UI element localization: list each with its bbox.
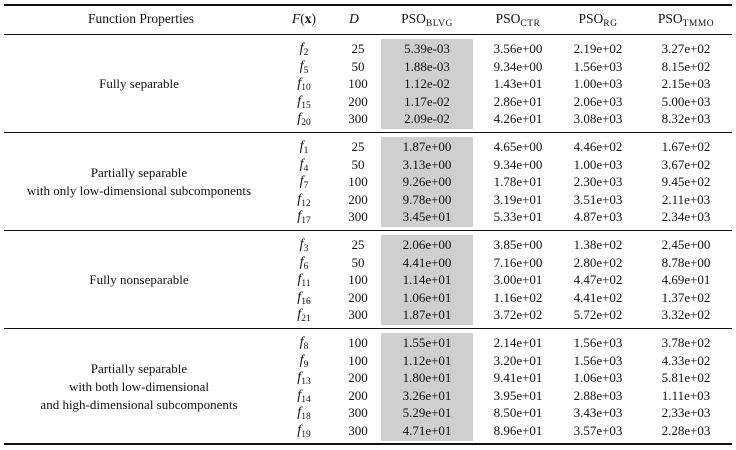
pso-blvg-cell: 1.87e+00 [402, 139, 452, 154]
group-separator-rule [4, 230, 732, 231]
function-index: 7 [303, 181, 309, 192]
function-index: 4 [303, 163, 309, 174]
header-function: F(x) [292, 11, 316, 26]
pso-rg-cell: 3.51e+03 [573, 191, 623, 207]
pso-tmmo-cell: 3.27e+02 [661, 41, 711, 56]
pso-ctr-cell: 1.78e+01 [493, 174, 543, 190]
pso-tmmo-cell: 8.78e+00 [661, 254, 711, 270]
pso-blvg-cell: 1.12e-02 [404, 76, 450, 92]
row-group [4, 40, 732, 128]
dimension-cell: 200 [348, 191, 368, 207]
pso-blvg-cell: 1.12e+01 [402, 352, 452, 368]
function-index: 1 [303, 146, 309, 156]
header-rule [4, 34, 732, 35]
row-group [4, 334, 732, 440]
table-row [4, 404, 732, 422]
function-cell [284, 208, 324, 231]
pso-tmmo-cell: 8.15e+02 [661, 58, 711, 74]
pso-blvg-cell: 3.13e+00 [402, 156, 452, 172]
function-property-line: Fully nonseparable [89, 272, 189, 287]
top-rule [4, 4, 732, 6]
pso-ctr-cell: 8.96e+01 [493, 423, 543, 438]
pso-rg-cell: 2.88e+03 [573, 387, 623, 403]
pso-blvg-cell: 1.88e-03 [404, 58, 450, 74]
pso-ctr-cell: 3.56e+00 [493, 41, 543, 56]
dimension-cell: 100 [348, 174, 368, 190]
table-row [4, 289, 732, 307]
pso-blvg-cell: 5.29e+01 [402, 405, 452, 421]
pso-rg-cell: 2.30e+03 [573, 174, 623, 190]
function-symbol: f [297, 93, 302, 109]
dimension-cell: 50 [351, 58, 365, 74]
function-property-line: with both low-dimensional [68, 378, 210, 394]
function-symbol: f [297, 423, 302, 438]
pso-rg-cell: 2.80e+02 [573, 254, 623, 270]
table-row [4, 254, 732, 272]
row-group [4, 236, 732, 324]
group-separator-rule [4, 328, 732, 329]
table-row [4, 271, 732, 289]
function-index: 9 [303, 359, 309, 370]
dimension-cell: 100 [348, 76, 368, 92]
pso-ctr-cell: 5.33e+01 [493, 209, 543, 225]
pso-ctr-cell: 3.72e+02 [493, 307, 543, 323]
pso-tmmo-cell: 1.67e+02 [661, 139, 711, 154]
function-index: 8 [303, 342, 309, 352]
function-index: 12 [301, 198, 311, 209]
dimension-cell: 300 [348, 405, 368, 421]
function-symbol: f [297, 76, 302, 92]
table-row [4, 422, 732, 440]
pso-ctr-cell: 4.26e+01 [493, 111, 543, 127]
pso-blvg-cell: 2.09e-02 [404, 111, 450, 127]
pso-rg-cell: 4.46e+02 [573, 139, 623, 154]
function-symbol: f [297, 387, 302, 403]
pso-rg-cell: 5.72e+02 [573, 307, 623, 323]
table-row [4, 138, 732, 156]
function-index: 10 [301, 83, 311, 94]
function-symbol: f [299, 254, 304, 270]
function-property-line: Partially separable [90, 165, 188, 180]
pso-rg-cell: 1.00e+03 [573, 156, 623, 172]
pso-rg-cell: 4.41e+02 [573, 289, 623, 305]
table-row [4, 334, 732, 352]
function-symbol: f [297, 111, 302, 127]
function-symbol: f [297, 405, 302, 421]
pso-tmmo-cell: 2.11e+03 [661, 191, 711, 207]
header-pso-tmmo: $PSO_{TMMO}$ [657, 11, 715, 29]
pso-ctr-cell: 8.50e+01 [493, 405, 543, 421]
function-index: 5 [303, 65, 309, 76]
pso-rg-cell: 4.47e+02 [573, 272, 623, 288]
function-symbol: f [299, 156, 304, 172]
pso-rg-cell: 3.43e+03 [573, 405, 623, 421]
function-index: 17 [301, 216, 311, 227]
function-property-line: with only low-dimensional subcomponents [26, 183, 252, 198]
table-row [4, 236, 732, 254]
pso-blvg-cell: 3.26e+01 [402, 387, 452, 403]
function-symbol: f [299, 335, 304, 350]
dimension-cell: 50 [351, 254, 365, 270]
dimension-cell: 100 [348, 335, 368, 350]
pso-tmmo-cell: 2.34e+03 [661, 209, 711, 225]
row-group [4, 138, 732, 226]
function-symbol: f [297, 191, 302, 207]
pso-rg-cell: 4.87e+03 [573, 209, 623, 225]
function-symbol: f [299, 174, 304, 190]
table-row [4, 75, 732, 93]
function-cell [284, 422, 324, 445]
pso-tmmo-cell: 1.11e+03 [661, 387, 711, 403]
pso-tmmo-cell: 2.28e+03 [661, 423, 711, 438]
table-row [4, 173, 732, 191]
dimension-cell: 100 [348, 352, 368, 368]
table-row [4, 93, 732, 111]
pso-tmmo-cell: 4.69e+01 [661, 272, 711, 288]
pso-ctr-cell: 9.34e+00 [493, 156, 543, 172]
pso-rg-cell: 1.56e+03 [573, 352, 623, 368]
function-index: 15 [301, 100, 311, 111]
header-pso-rg: $PSO_{RG}$ [578, 11, 618, 29]
pso-ctr-cell: 1.43e+01 [493, 76, 543, 92]
function-symbol: f [299, 237, 304, 252]
header-pso-blvg: $PSO_{BLVG}$ [401, 11, 453, 29]
pso-ctr-cell: 3.00e+01 [493, 272, 543, 288]
function-symbol: f [297, 272, 302, 288]
function-cell [284, 306, 324, 329]
pso-rg-cell: 2.06e+03 [573, 93, 623, 109]
pso-tmmo-cell: 2.45e+00 [661, 237, 711, 252]
header-function-properties: Function Properties [87, 11, 195, 26]
dimension-cell: 200 [348, 289, 368, 305]
pso-ctr-cell: 3.95e+01 [493, 387, 543, 403]
pso-blvg-cell: 1.87e+01 [402, 307, 452, 323]
table-row [4, 191, 732, 209]
pso-ctr-cell: 9.41e+01 [493, 370, 543, 386]
table-row [4, 352, 732, 370]
pso-ctr-cell: 4.65e+00 [493, 139, 543, 154]
dimension-cell: 300 [348, 111, 368, 127]
pso-blvg-cell: 1.17e-02 [404, 93, 450, 109]
function-symbol: f [297, 209, 302, 225]
function-property-line: Partially separable [90, 360, 188, 376]
pso-rg-cell: 3.08e+03 [573, 111, 623, 127]
table-row [4, 40, 732, 58]
function-index: 11 [301, 279, 311, 290]
function-symbol: f [297, 289, 302, 305]
pso-ctr-cell: 3.85e+00 [493, 237, 543, 252]
table-row [4, 208, 732, 226]
pso-tmmo-cell: 2.33e+03 [661, 405, 711, 421]
dimension-cell: 50 [351, 156, 365, 172]
function-index: 21 [301, 314, 311, 325]
function-cell [284, 110, 324, 133]
pso-tmmo-cell: 5.81e+02 [661, 370, 711, 386]
pso-blvg-cell: 1.55e+01 [402, 335, 452, 350]
pso-tmmo-cell: 8.32e+03 [661, 111, 711, 127]
pso-rg-cell: 1.06e+03 [573, 370, 623, 386]
pso-rg-cell: 3.57e+03 [573, 423, 623, 438]
table-row [4, 306, 732, 324]
pso-ctr-cell: 7.16e+00 [493, 254, 543, 270]
pso-blvg-cell: 4.41e+00 [402, 254, 452, 270]
pso-tmmo-cell: 3.78e+02 [661, 335, 711, 350]
pso-tmmo-cell: 2.15e+03 [661, 76, 711, 92]
table-row [4, 387, 732, 405]
table-row [4, 369, 732, 387]
function-property-line: Fully separable [99, 76, 179, 91]
dimension-cell: 200 [348, 93, 368, 109]
function-index: 16 [301, 296, 311, 307]
pso-rg-cell: 2.19e+02 [573, 41, 623, 56]
function-symbol: f [299, 139, 304, 154]
dimension-cell: 300 [348, 209, 368, 225]
pso-blvg-cell: 5.39e-03 [404, 41, 450, 56]
dimension-cell: 300 [348, 307, 368, 323]
dimension-cell: 25 [351, 41, 365, 56]
pso-blvg-cell: 3.45e+01 [402, 209, 452, 225]
pso-blvg-cell: 1.14e+01 [402, 272, 452, 288]
group-separator-rule [4, 132, 732, 133]
pso-blvg-cell: 2.06e+00 [402, 237, 452, 252]
table-row [4, 110, 732, 128]
pso-blvg-cell: 1.06e+01 [402, 289, 452, 305]
function-symbol: f [299, 58, 304, 74]
pso-blvg-cell: 1.80e+01 [402, 370, 452, 386]
function-symbol: f [297, 307, 302, 323]
bottom-rule [4, 443, 732, 445]
function-index: 19 [301, 430, 311, 440]
function-index: 3 [303, 244, 309, 254]
pso-tmmo-cell: 3.67e+02 [661, 156, 711, 172]
table-row [4, 58, 732, 76]
table-row [4, 156, 732, 174]
pso-rg-cell: 1.38e+02 [573, 237, 623, 252]
pso-rg-cell: 1.56e+03 [573, 58, 623, 74]
function-symbol: f [297, 370, 302, 386]
dimension-cell: 300 [348, 423, 368, 438]
function-index: 6 [303, 261, 309, 272]
pso-ctr-cell: 3.19e+01 [493, 191, 543, 207]
header-dimension: D [349, 11, 359, 26]
function-index: 14 [301, 394, 311, 405]
pso-tmmo-cell: 4.33e+02 [661, 352, 711, 368]
pso-ctr-cell: 2.86e+01 [493, 93, 543, 109]
pso-blvg-cell: 9.26e+00 [402, 174, 452, 190]
pso-blvg-cell: 4.71e+01 [402, 423, 452, 438]
pso-tmmo-cell: 3.32e+02 [661, 307, 711, 323]
pso-rg-cell: 1.00e+03 [573, 76, 623, 92]
dimension-cell: 200 [348, 387, 368, 403]
function-index: 20 [301, 118, 311, 129]
pso-blvg-cell: 9.78e+00 [402, 191, 452, 207]
function-index: 2 [303, 48, 309, 58]
pso-ctr-cell: 9.34e+00 [493, 58, 543, 74]
function-symbol: f [299, 41, 304, 56]
dimension-cell: 100 [348, 272, 368, 288]
pso-tmmo-cell: 5.00e+03 [661, 93, 711, 109]
pso-ctr-cell: 2.14e+01 [493, 335, 543, 350]
dimension-cell: 25 [351, 139, 365, 154]
dimension-cell: 25 [351, 237, 365, 252]
function-property-line: and high-dimensional subcomponents [40, 396, 238, 412]
header-pso-ctr: $PSO_{CTR}$ [495, 11, 541, 29]
pso-rg-cell: 1.56e+03 [573, 335, 623, 350]
pso-tmmo-cell: 9.45e+02 [661, 174, 711, 190]
pso-ctr-cell: 1.16e+02 [493, 289, 543, 305]
function-index: 18 [301, 412, 311, 423]
function-index: 13 [301, 377, 311, 388]
pso-ctr-cell: 3.20e+01 [493, 352, 543, 368]
pso-tmmo-cell: 1.37e+02 [661, 289, 711, 305]
function-symbol: f [299, 352, 304, 368]
dimension-cell: 200 [348, 370, 368, 386]
